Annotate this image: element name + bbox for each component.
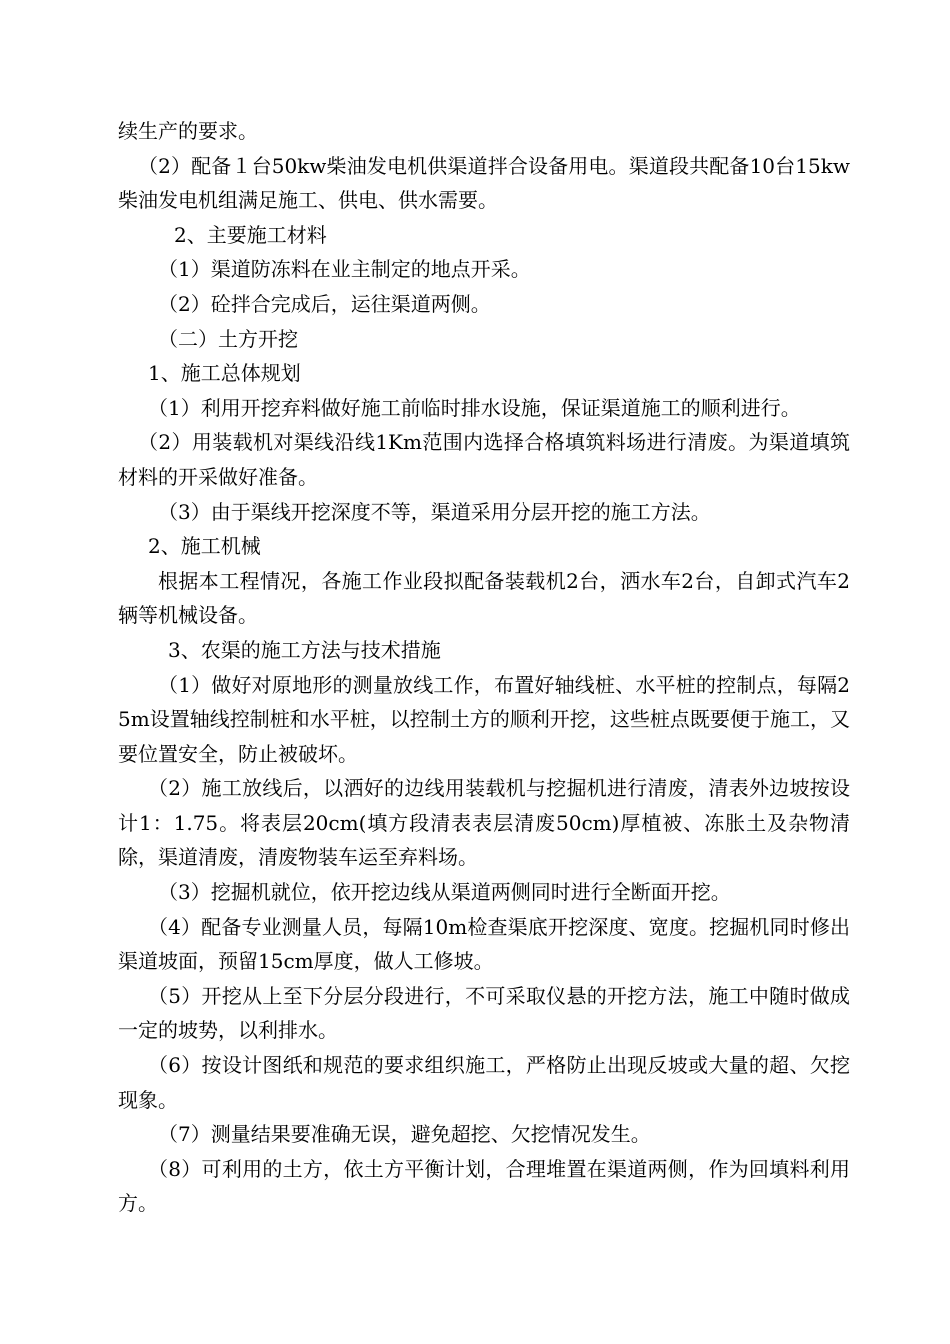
document-body (118, 114, 850, 1221)
paragraph-survey-layout: （1）做好对原地形的测量放线工作，布置好轴线桩、水平桩的控制点，每隔25m设置轴线控制桩和水平桩，以控制土方的顺利开挖，这些桩点既要便于施工，又要位置安全，防止被破坏。 (118, 672, 850, 766)
paragraph-drainage-facilities: （1）利用开挖弃料做好施工前临时排水设施，保证渠道施工的顺利进行。 (148, 395, 801, 420)
paragraph-concrete-transport: （2）砼拌合完成后，运往渠道两侧。 (158, 291, 491, 316)
heading-main-materials: 2、主要施工材料 (174, 222, 327, 247)
paragraph-design-compliance: （6）按设计图纸和规范的要求组织施工，严格防止出现反坡或大量的超、欠挖现象。 (118, 1053, 850, 1112)
paragraph-clearing-slope: （2）施工放线后，以洒好的边线用装载机与挖掘机进行清废，清表外边坡按设计1：1.75。将表层20cm(填方段清表表层清废50cm)厚植被、冻胀土及杂物清除，渠道清废，清废物装车运至弃料场。 (118, 776, 850, 870)
paragraph-loader-clearing: （2）用装载机对渠线沿线1Km范围内选择合格填筑料场进行清废。为渠道填筑材料的开采做好准备。 (118, 430, 850, 489)
heading-overall-planning: 1、施工总体规划 (148, 361, 301, 386)
paragraph-top-down-excavation: （5）开挖从上至下分层分段进行，不可采取仪悬的开挖方法，施工中随时做成一定的坡势，以利排水。 (118, 983, 850, 1043)
paragraph-layered-excavation: （3）由于渠线开挖深度不等，渠道采用分层开挖的施工方法。 (158, 499, 711, 524)
paragraph-survey-accuracy: （7）测量结果要准确无误，避免超挖、欠挖情况发生。 (158, 1122, 651, 1147)
paragraph-soil-reuse: （8）可利用的土方，依土方平衡计划，合理堆置在渠道两侧，作为回填料利用方。 (118, 1156, 850, 1216)
paragraph-excavator-position: （3）挖掘机就位，依开挖边线从渠道两侧同时进行全断面开挖。 (158, 880, 731, 905)
paragraph-machinery-list: 根据本工程情况，各施工作业段拟配备装载机2台，洒水车2台，自卸式汽车2辆等机械设备。 (118, 568, 850, 628)
heading-farm-canal-methods: 3、农渠的施工方法与技术措施 (168, 637, 441, 662)
paragraph-generator-setup: （2）配备１台50kw柴油发电机供渠道拌合设备用电。渠道段共配备10台15kw柴油发电机组满足施工、供电、供水需要。 (118, 153, 850, 213)
heading-earthwork-excavation: （二）土方开挖 (158, 326, 298, 351)
paragraph-survey-personnel: （4）配备专业测量人员，每隔10m检查渠底开挖深度、宽度。挖掘机同时修出渠道坡面，预留15cm厚度，做人工修坡。 (118, 914, 850, 974)
paragraph-antifreeze-material: （1）渠道防冻料在业主制定的地点开采。 (158, 257, 531, 282)
heading-construction-machinery: 2、施工机械 (148, 534, 261, 559)
paragraph-continuation: 续生产的要求。 (118, 119, 258, 143)
